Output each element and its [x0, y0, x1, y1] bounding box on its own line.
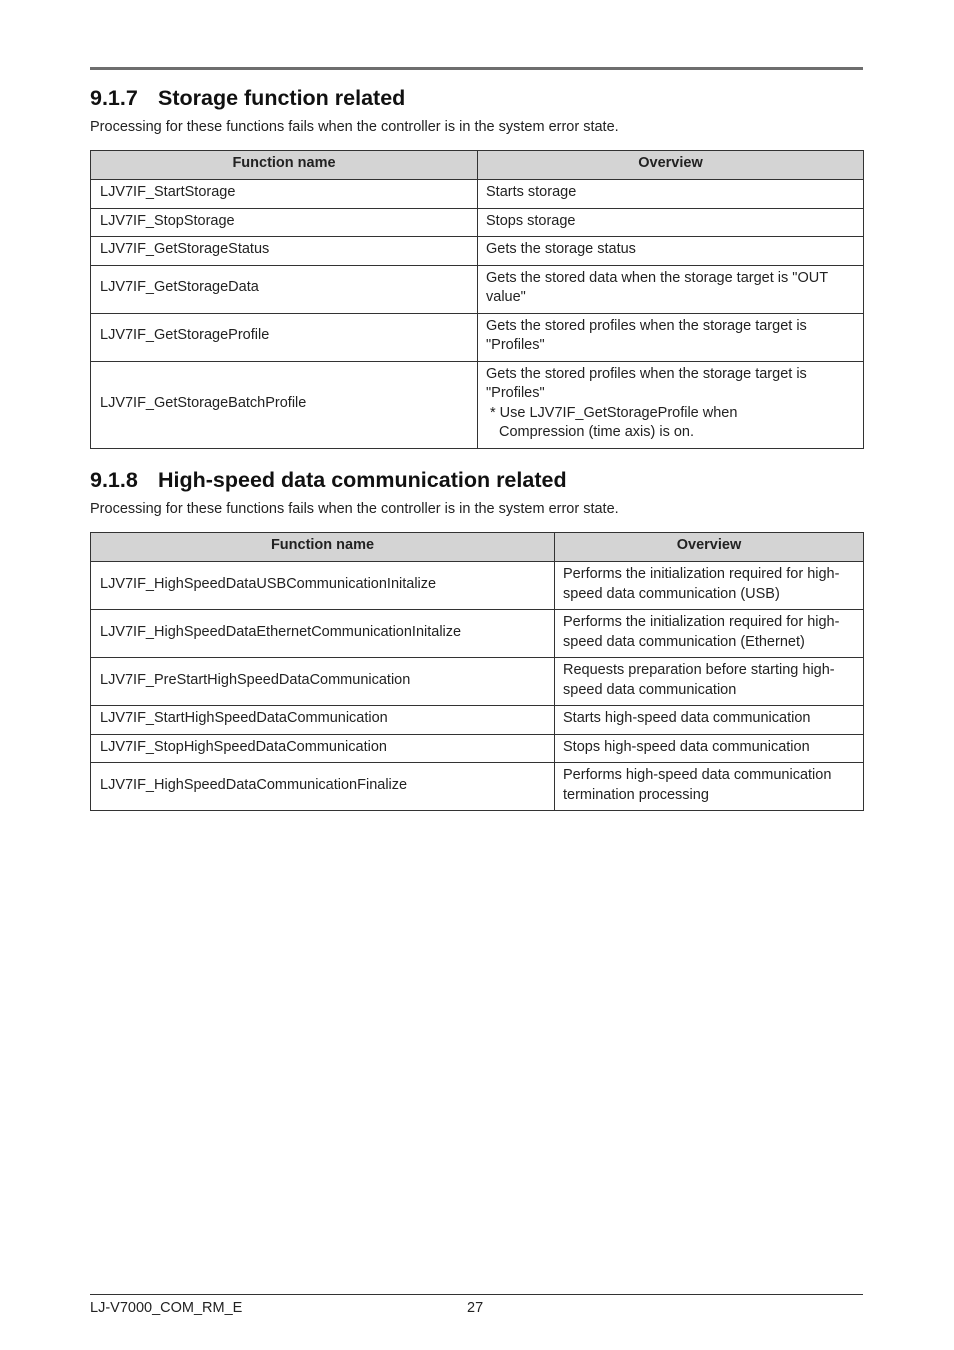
- table-row: [91, 313, 864, 361]
- table-row: [91, 706, 864, 735]
- table-row: [91, 208, 864, 237]
- footer-page-number: 27: [467, 1300, 484, 1316]
- table-row: [91, 658, 864, 706]
- overview-cell: Gets the stored data when the storage target is "OUT value": [478, 265, 864, 313]
- table-row: [91, 610, 864, 658]
- column-header-overview: Overview: [478, 151, 864, 180]
- table-row: [91, 734, 864, 763]
- overview-cell: Performs the initialization required for high-speed data communication (Ethernet): [555, 610, 864, 658]
- section-heading: [90, 466, 863, 494]
- function-name-cell: LJV7IF_GetStorageBatchProfile: [91, 361, 478, 448]
- overview-cell: [478, 361, 864, 448]
- section-intro: Processing for these functions fails when the controller is in the system error state.: [90, 119, 619, 135]
- function-name-cell: LJV7IF_GetStorageProfile: [91, 313, 478, 361]
- footer-rule: [90, 1294, 863, 1295]
- table-row: [91, 361, 864, 448]
- overview-cell: Gets the stored profiles when the storage target is "Profiles": [478, 313, 864, 361]
- function-name-cell: LJV7IF_StartStorage: [91, 180, 478, 209]
- overview-cell: Stops high-speed data communication: [555, 734, 864, 763]
- table-row: [91, 763, 864, 811]
- section-heading: [90, 84, 863, 112]
- function-name-cell: LJV7IF_GetStorageData: [91, 265, 478, 313]
- function-name-cell: LJV7IF_StartHighSpeedDataCommunication: [91, 706, 555, 735]
- overview-cell: Requests preparation before starting high-speed data communication: [555, 658, 864, 706]
- table-row: [91, 265, 864, 313]
- section-title: High-speed data communication related: [158, 468, 567, 492]
- high-speed-function-table: [90, 532, 864, 811]
- function-name-cell: LJV7IF_StopHighSpeedDataCommunication: [91, 734, 555, 763]
- overview-cell: Gets the storage status: [478, 237, 864, 266]
- overview-note: * Use LJV7IF_GetStorageProfile when: [490, 404, 738, 421]
- table-header-row: [91, 533, 864, 562]
- function-name-cell: LJV7IF_HighSpeedDataUSBCommunicationInitalize: [91, 562, 555, 610]
- column-header-function-name: Function name: [91, 533, 555, 562]
- header-rule: [90, 67, 863, 70]
- overview-cell: Stops storage: [478, 208, 864, 237]
- table-row: [91, 180, 864, 209]
- overview-cell: Starts high-speed data communication: [555, 706, 864, 735]
- overview-cell: Starts storage: [478, 180, 864, 209]
- overview-note-continued: Compression (time axis) is on.: [499, 424, 694, 440]
- section-title: Storage function related: [158, 86, 406, 110]
- footer-document-id: LJ-V7000_COM_RM_E: [90, 1300, 243, 1316]
- table-row: [91, 237, 864, 266]
- section-intro: Processing for these functions fails when the controller is in the system error state.: [90, 501, 619, 517]
- section-storage: [90, 84, 863, 449]
- column-header-overview: Overview: [555, 533, 864, 562]
- function-name-cell: LJV7IF_StopStorage: [91, 208, 478, 237]
- overview-cell: Performs high-speed data communication termination processing: [555, 763, 864, 811]
- overview-cell: Performs the initialization required for high-speed data communication (USB): [555, 562, 864, 610]
- column-header-function-name: Function name: [91, 151, 478, 180]
- function-name-cell: LJV7IF_PreStartHighSpeedDataCommunication: [91, 658, 555, 706]
- table-row: [91, 562, 864, 610]
- function-name-cell: LJV7IF_GetStorageStatus: [91, 237, 478, 266]
- section-high-speed-communication: [90, 466, 863, 811]
- table-header-row: [91, 151, 864, 180]
- overview-text: Gets the stored profiles when the storage target is "Profiles": [486, 365, 807, 401]
- function-name-cell: LJV7IF_HighSpeedDataCommunicationFinalize: [91, 763, 555, 811]
- storage-function-table: [90, 150, 864, 449]
- function-name-cell: LJV7IF_HighSpeedDataEthernetCommunicationInitalize: [91, 610, 555, 658]
- section-number: 9.1.8: [90, 468, 138, 492]
- section-number: 9.1.7: [90, 86, 138, 110]
